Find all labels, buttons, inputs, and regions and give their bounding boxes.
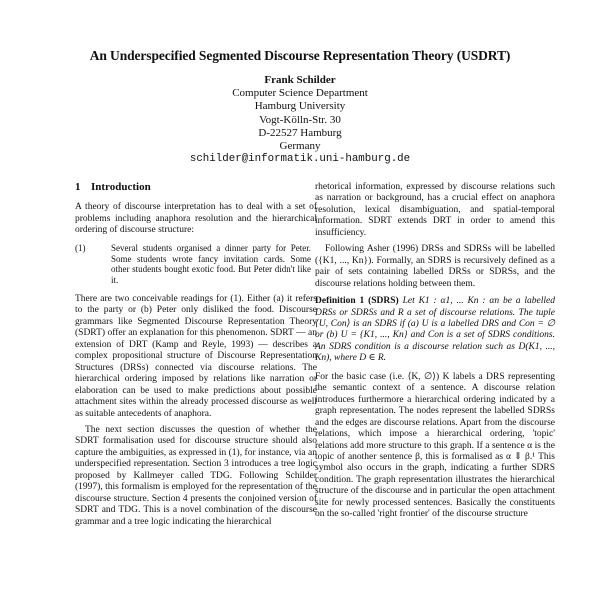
right-column — [315, 182, 555, 526]
section-heading — [75, 182, 317, 193]
paragraph-basic-case: For the basic case (i.e. ⟨K, ∅⟩) K labels a DRS representing the semantic context of a sentence. A discourse relation introduces furthermore a hierarchical ordering indicated by a graph representation. The nodes represent the labelled SDRSs and the edges are discourse relations. Apart from the discourse relations, which impose a hierarchical ordering, 'topic' relations add more structure to this graph. If a sentence α is the topic of another sentence β, this is formalised as α ⇓ β.¹ This symbol also occurs in the graph, indicating a further SDRS condition. The graph representation illustrates the hierarchical structure of the discourse and in particular the open attachment site for newly processed sentences. Basically the constituents on the so-called 'right frontier' of the discourse structure — [315, 371, 555, 520]
author-street: Vogt-Kölln-Str. 30 — [259, 113, 341, 126]
section-title: Introduction — [91, 181, 151, 193]
paragraph-next-section: The next section discusses the question of whether the SDRT formalisation used for discourse structure should also capture the ambiguities, as expressed in (1), for instance, via an underspecified representation. Section 3 introduces a tree logic proposed by Kallmeyer called TDG. Following Schilder (1997), this formalism is employed for the representation of the discourse structure. Section 4 presents the conjoined version of SDRT and TDG. This is a novel combination of the discourse grammar and a tree logic indicating the hierarchical — [75, 424, 317, 527]
author-email: schilder@informatik.uni-hamburg.de — [189, 153, 411, 166]
author-postcode: D-22527 Hamburg — [258, 126, 342, 139]
paragraph-intro: A theory of discourse interpretation has to deal with a set of problems including anaphora resolution and the hierarchical ordering of discourse structure: — [75, 202, 317, 236]
author-block — [0, 74, 600, 166]
author-department: Computer Science Department — [232, 87, 368, 100]
example-1 — [75, 243, 317, 286]
author-country: Germany — [279, 140, 321, 153]
paragraph-rhetorical: rhetorical information, expressed by discourse relations such as narration or background, has a crucial effect on anaphora resolution, lexical disambiguation, and spatial-temporal information. SDRT extends DRT in order to amend this insufficiency. — [315, 182, 555, 238]
author-name: Frank Schilder — [264, 74, 336, 86]
definition-label: Definition 1 (SDRS) — [315, 296, 399, 307]
example-number: (1) — [75, 242, 86, 253]
definition-1 — [315, 296, 555, 365]
paragraph-asher: Following Asher (1996) DRSs and SDRSs will be labelled ({K1, ..., Kn}). Formally, an SDRS is recursively defined as a pair of sets containing labelled DRSs or SDRSs, and the discourse relations holding between them. — [315, 244, 555, 289]
paper-title: An Underspecified Segmented Discourse Representation Theory (USDRT) — [89, 48, 511, 63]
definition-text: Let K1 : α1, ... Kn : αn be a labelled DRSs or SDRSs and R a set of discourse relations. The tuple ⟨U, Con⟩ is an SDRS if (a) U is a labelled DRS and Con = ∅ or (b) U = {K1, ..., Kn} and Con is a set of SDRS conditions. An SDRS condition is a discourse relation such as D(K1, ..., Kn), where D ∈ R. — [315, 296, 556, 364]
author-university: Hamburg University — [254, 100, 346, 113]
left-column — [75, 182, 317, 533]
section-number: 1 — [75, 181, 81, 193]
paragraph-readings: There are two conceivable readings for (1). Either (a) it refers to the party or (b) Peter only disliked the food. Discourse grammars like Segmented Discourse Representation Theory (SDRT) offer an explanation for this phenomenon. SDRT — an extension of DRT (Kamp and Reyle, 1993) — describes a complex propositional structure of Discourse Representation Structures (DRSs) connected via discourse relations. The hierarchical ordering imposed by relations like narration or elaboration can be used to make predictions about possible attachment sites within the already processed discourse as well as suitable antecedents of anaphora. — [75, 294, 317, 419]
example-text: Several students organised a dinner party for Peter. Some students wrote fancy invitation cards. Some other students bought exotic food. But Peter didn't like it. — [111, 242, 311, 286]
